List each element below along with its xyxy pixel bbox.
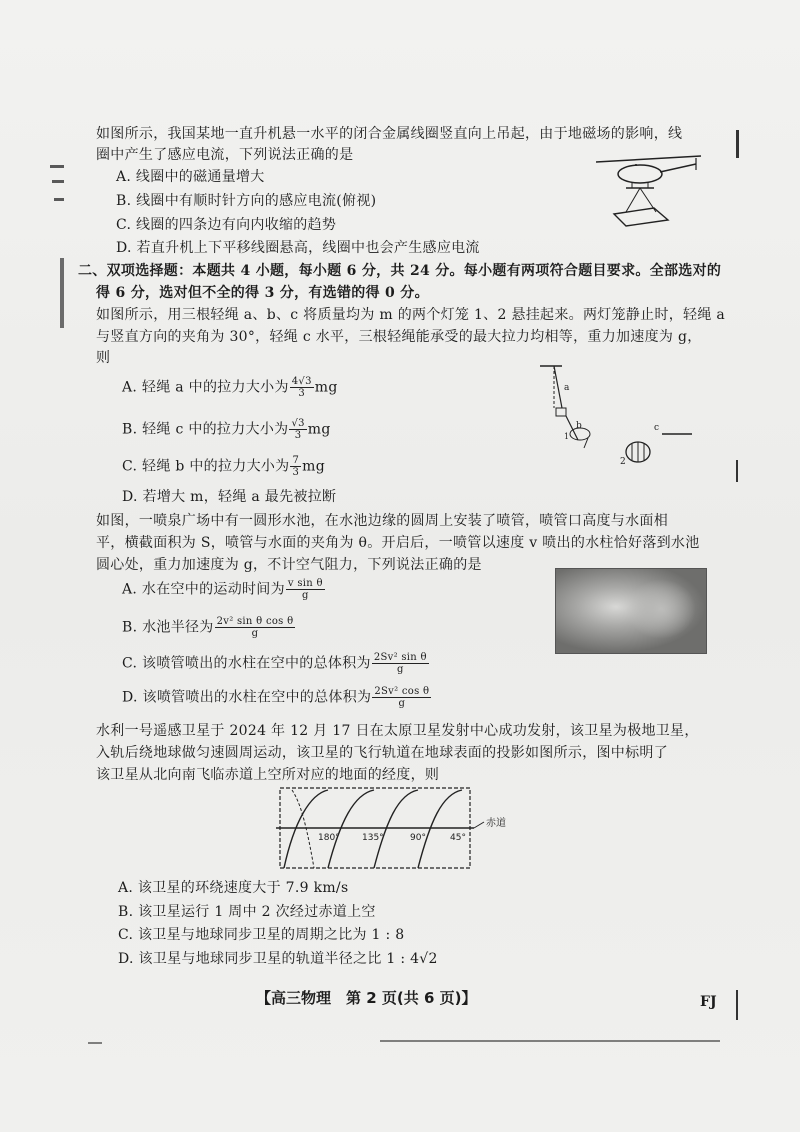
fountain-option-b-fraction [215, 616, 296, 639]
fraction-denominator: g [396, 664, 404, 675]
fraction-numerator: v sin θ [287, 578, 323, 589]
fountain-option-d-prefix: D. 该喷管喷出的水柱在空中的总体积为 [122, 689, 372, 706]
satellite-question-line2: 入轨后绕地球做匀速圆周运动，该卫星的飞行轨道在地球表面的投影如图所示，图中标明了 [96, 745, 668, 761]
lantern-option-b-prefix: B. 轻绳 c 中的拉力大小为 [122, 421, 289, 438]
section2-scoring: 得 6 分，选对但不全的得 3 分，有选错的得 0 分。 [96, 285, 429, 301]
fountain-question-line2: 平，横截面积为 S，喷管与水面的夹角为 θ。开启后，一喷管以速度 v 喷出的水柱恰好落到水池 [96, 535, 700, 551]
fountain-option-d [122, 686, 432, 709]
helicopter-question-line2: 圈中产生了感应电流，下列说法正确的是 [96, 147, 354, 163]
lantern-option-c [122, 455, 325, 478]
fraction-numerator: 7 [292, 455, 300, 466]
scan-edge-line [88, 1042, 102, 1044]
lantern-option-a-prefix: A. 轻绳 a 中的拉力大小为 [122, 379, 289, 396]
fraction-numerator: 2v² sin θ cos θ [216, 616, 294, 627]
scan-edge-line [380, 1040, 720, 1042]
scan-edge-mark [736, 130, 739, 158]
fraction-denominator: g [251, 628, 259, 639]
lantern-option-c-suffix: mg [302, 458, 325, 475]
lantern-question-line1: 如图所示，用三根轻绳 a、b、c 将质量均为 m 的两个灯笼 1、2 悬挂起来。两灯笼静止时，轻绳 a [96, 307, 726, 323]
fountain-option-a-fraction [286, 578, 325, 601]
longitude-label-180: 180° [318, 833, 340, 843]
satellite-option-b: B. 该卫星运行 1 周中 2 次经过赤道上空 [118, 904, 376, 920]
satellite-question-line1: 水利一号遥感卫星于 2024 年 12 月 17 日在太原卫星发射中心成功发射，该卫星为极地卫星， [96, 723, 699, 739]
fraction-numerator: 2Sv² cos θ [374, 686, 430, 697]
helicopter-option-b: B. 线圈中有顺时针方向的感应电流(俯视) [116, 193, 377, 209]
fountain-option-b-prefix: B. 水池半径为 [122, 619, 214, 636]
fountain-photo-spray-secondary [626, 579, 696, 639]
fountain-option-b [122, 616, 296, 639]
lantern-option-b [122, 418, 331, 441]
fraction-denominator: 3 [292, 467, 300, 478]
scan-edge-mark [54, 198, 64, 201]
fraction-denominator: 3 [298, 388, 306, 399]
helicopter-option-d: D. 若直升机上下平移线圈悬高，线圈中也会产生感应电流 [116, 240, 480, 256]
fountain-option-c-fraction [372, 652, 429, 675]
lantern-question-line3: 则 [96, 350, 111, 366]
fountain-question-line1: 如图，一喷泉广场中有一圆形水池，在水池边缘的圆周上安装了喷管，喷管口高度与水面相 [96, 513, 668, 529]
lantern-figure [526, 360, 706, 470]
fraction-numerator: 4√3 [291, 376, 312, 387]
fountain-question-line3: 圆心处，重力加速度为 g，不计空气阻力，下列说法正确的是 [96, 557, 482, 573]
fraction-numerator: √3 [291, 418, 305, 429]
fraction-numerator: 2Sv² sin θ [373, 652, 427, 663]
fraction-denominator: 3 [294, 430, 302, 441]
helicopter-option-c: C. 线圈的四条边有向内收缩的趋势 [116, 217, 337, 233]
satellite-question-line3: 该卫星从北向南飞临赤道上空所对应的地面的经度，则 [96, 767, 440, 783]
equator-label: 赤道 [486, 818, 506, 829]
longitude-label-90: 90° [410, 833, 426, 843]
lantern-option-c-fraction [290, 455, 301, 478]
lantern-option-a [122, 376, 338, 399]
helicopter-option-a: A. 线圈中的磁通量增大 [116, 169, 265, 185]
lantern-2-label: 2 [620, 457, 626, 467]
lantern-option-b-fraction [289, 418, 306, 441]
fraction-denominator: g [302, 590, 309, 601]
fountain-option-c-prefix: C. 该喷管喷出的水柱在空中的总体积为 [122, 655, 371, 672]
lantern-option-a-fraction [290, 376, 314, 399]
scan-edge-mark [50, 165, 64, 168]
scan-edge-mark [736, 990, 738, 1020]
rope-c-label: c [654, 423, 660, 433]
longitude-label-45: 45° [450, 833, 466, 843]
scan-edge-mark [736, 460, 738, 482]
fountain-option-a [122, 578, 326, 601]
page-code: FJ [700, 994, 717, 1010]
lantern-question-line2: 与竖直方向的夹角为 30°，轻绳 c 水平，三根轻绳能承受的最大拉力均相等，重力加速度为 g， [96, 329, 702, 345]
longitude-label-135: 135° [362, 833, 384, 843]
fountain-photo [555, 568, 707, 654]
ground-track-figure [270, 782, 520, 874]
lantern-option-c-prefix: C. 轻绳 b 中的拉力大小为 [122, 458, 290, 475]
section2-heading: 二、双项选择题：本题共 4 小题，每小题 6 分，共 24 分。每小题有两项符合题目要求。全部选对的 [78, 263, 722, 279]
lantern-option-d: D. 若增大 m，轻绳 a 最先被拉断 [122, 489, 337, 505]
satellite-option-d: D. 该卫星与地球同步卫星的轨道半径之比 1 : 4√2 [118, 951, 438, 967]
lantern-option-a-suffix: mg [314, 379, 338, 396]
satellite-option-c: C. 该卫星与地球同步卫星的周期之比为 1 : 8 [118, 927, 405, 943]
satellite-option-a: A. 该卫星的环绕速度大于 7.9 km/s [118, 880, 349, 896]
page-footer: 【高三物理 第 2 页(共 6 页)】 [256, 989, 477, 1007]
rope-a-label: a [564, 383, 570, 393]
rope-b-label: b [576, 421, 582, 431]
scan-edge-mark [60, 258, 64, 328]
fountain-option-c [122, 652, 430, 675]
lantern-1-label: 1 [564, 432, 570, 441]
helicopter-figure [596, 150, 706, 230]
fraction-denominator: g [398, 698, 406, 709]
scan-edge-mark [52, 180, 64, 183]
fountain-option-d-fraction [372, 686, 431, 709]
lantern-option-b-suffix: mg [307, 421, 331, 438]
fountain-option-a-prefix: A. 水在空中的运动时间为 [122, 581, 285, 598]
helicopter-question-line1: 如图所示，我国某地一直升机悬一水平的闭合金属线圈竖直向上吊起，由于地磁场的影响，线 [96, 126, 683, 142]
